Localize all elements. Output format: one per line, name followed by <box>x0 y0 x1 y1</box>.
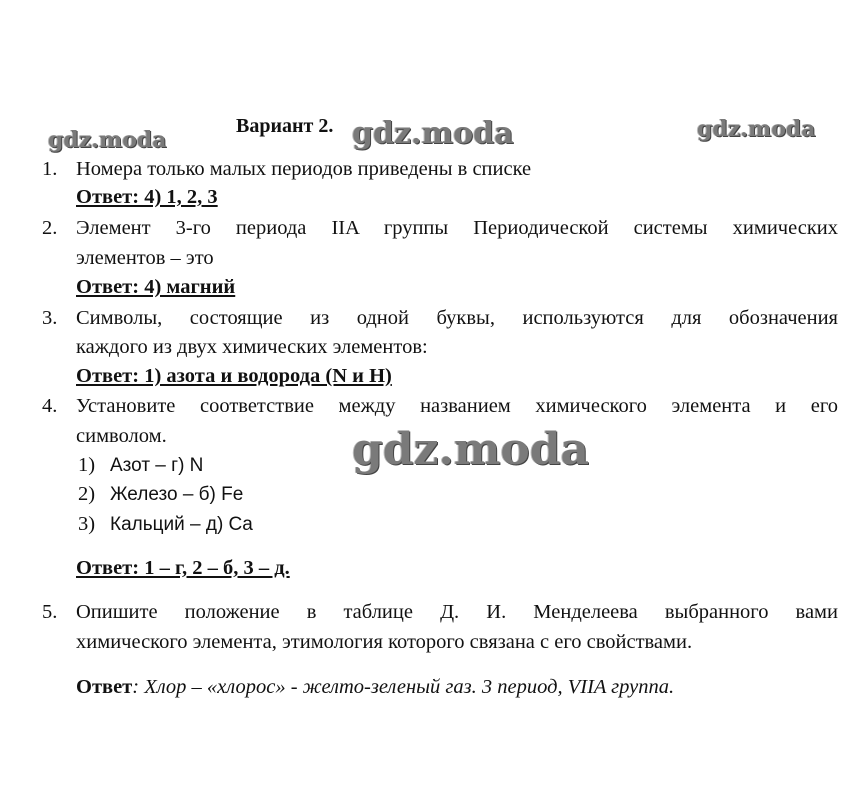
answer-text: : Хлор – «хлорос» - желто-зеленый газ. 3 период, VIIA группа. <box>132 676 675 698</box>
answer: Ответ: 4) магний <box>76 276 236 298</box>
question-number: 4. <box>42 395 58 417</box>
question-text: Номера только малых периодов приведены в списке <box>76 158 532 180</box>
watermark: gdz.moda <box>352 424 590 475</box>
question-text: символом. <box>76 425 167 447</box>
question-text: каждого из двух химических элементов: <box>76 336 428 358</box>
answer <box>76 676 674 699</box>
answer: Ответ: 1) азота и водорода (N и H) <box>76 365 392 387</box>
answer: Ответ: 4) 1, 2, 3 <box>76 186 218 208</box>
answer: Ответ: 1 – г, 2 – б, 3 – д. <box>76 557 290 579</box>
question-text: Опишите положение в таблице Д. И. Менделеева выбранного вами <box>76 601 838 623</box>
answer-label: Ответ <box>76 676 133 698</box>
question-text: Установите соответствие между названием химического элемента и его <box>76 395 838 417</box>
list-item: Железо – б) Fe <box>110 484 244 505</box>
list-item: Кальций – д) Ca <box>110 514 253 535</box>
question-text: Символы, состоящие из одной буквы, используются для обозначения <box>76 307 838 329</box>
question-number: 5. <box>42 601 58 623</box>
page-title: Вариант 2. <box>236 115 334 137</box>
watermark: gdz.moda <box>697 116 816 142</box>
question-text: химического элемента, этимология которого связана с его свойствами. <box>76 631 693 653</box>
watermark: gdz.moda <box>48 127 167 153</box>
list-item: Азот – г) N <box>110 455 204 476</box>
list-item-number: 2) <box>78 483 96 505</box>
list-item-number: 1) <box>78 454 96 476</box>
question-text: Элемент 3-го периода IIA группы Периодической системы химических <box>76 217 838 239</box>
question-number: 2. <box>42 217 58 239</box>
watermark: gdz.moda <box>352 116 514 151</box>
question-number: 3. <box>42 307 58 329</box>
question-text: элементов – это <box>76 247 214 269</box>
question-number: 1. <box>42 158 58 180</box>
list-item-number: 3) <box>78 513 96 535</box>
